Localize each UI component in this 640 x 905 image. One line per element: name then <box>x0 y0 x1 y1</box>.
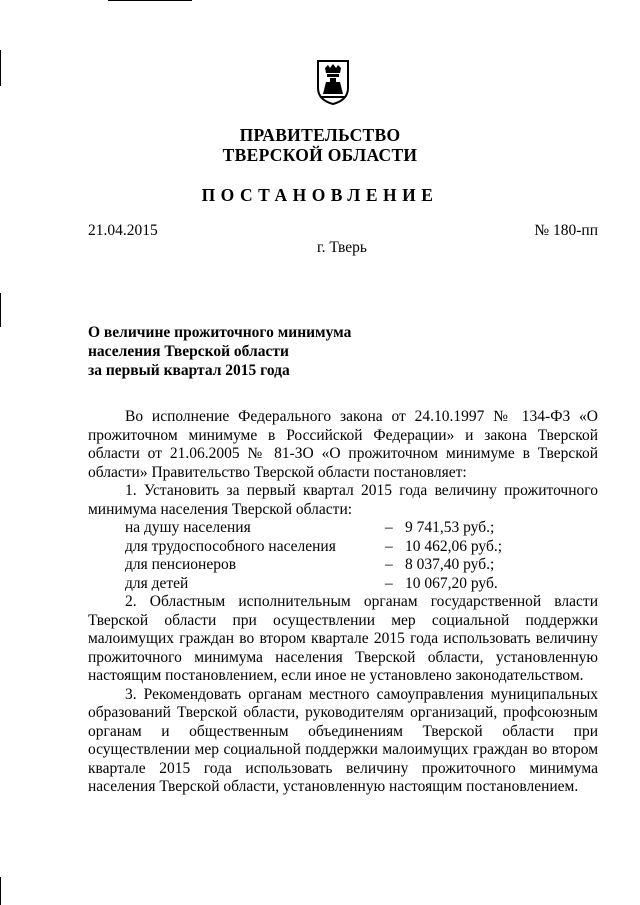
item-1-paragraph: 1. Установить за первый квартал 2015 года величину прожиточного минимума населения Тверской области: <box>88 482 598 518</box>
document-number: № 180-пп <box>534 222 598 239</box>
document-type: ПОСТАНОВЛЕНИЕ <box>201 185 439 205</box>
category-value: 10 462,06 руб.; <box>405 537 503 555</box>
government-line-1: ПРАВИТЕЛЬСТВО <box>239 125 401 145</box>
category-value: 8 037,40 руб.; <box>405 556 495 573</box>
category-value: 9 741,53 руб.; <box>405 519 495 536</box>
scan-edge-top <box>108 0 192 1</box>
category-label: для детей <box>125 574 189 592</box>
category-label: на душу населения <box>125 519 251 536</box>
scan-edge-left-2 <box>0 293 1 327</box>
government-heading <box>0 125 640 165</box>
scan-edge-left-1 <box>0 50 1 86</box>
table-row <box>88 575 502 594</box>
document-date: 21.04.2015 <box>88 222 158 239</box>
document-title <box>88 323 351 380</box>
scan-edge-left-3 <box>0 877 1 905</box>
category-label: для трудоспособного населения <box>125 537 336 555</box>
category-label: для пенсионеров <box>125 556 237 573</box>
document-city: г. Тверь <box>317 239 367 256</box>
item-3-paragraph: 3. Рекомендовать органам местного самоуправления муниципальных образований Тверской области, руководителям организаций, профсоюзным органам и общественным объединениям Тверской области при осуществлении мер социальной поддержки малоимущих граждан во втором квартале 2015 года использовать величину прожиточного минимума населения Тверской области, установленную настоящим постановлением. <box>88 685 598 795</box>
title-line-2: населения Тверской области <box>88 343 289 360</box>
living-minimum-table <box>88 519 502 593</box>
dash-separator: – <box>385 574 393 592</box>
dash-separator: – <box>385 537 393 555</box>
table-row <box>88 538 502 557</box>
coat-of-arms-emblem <box>315 58 351 106</box>
dash-separator: – <box>385 519 393 536</box>
table-row <box>88 556 502 575</box>
government-line-2: ТВЕРСКОЙ ОБЛАСТИ <box>222 145 418 165</box>
item-2-paragraph: 2. Областным исполнительным органам государственной власти Тверской области при осуществлении мер социальной поддержки малоимущих граждан во втором квартале 2015 года использовать величину прожиточного минимума населения Тверской области, установленную настоящим постановлением, если иное не установлено законодательством. <box>88 593 598 684</box>
table-row <box>88 519 502 538</box>
dash-separator: – <box>385 556 393 573</box>
title-line-3: за первый квартал 2015 года <box>88 362 290 379</box>
title-line-1: О величине прожиточного минимума <box>88 324 352 341</box>
document-body <box>88 408 598 797</box>
category-value: 10 067,20 руб. <box>405 574 498 592</box>
preamble-paragraph: Во исполнение Федерального закона от 24.10.1997 № 134-ФЗ «О прожиточном минимуме в Российской Федерации» и закона Тверской области от 21.06.2005 № 81-ЗО «О прожиточном минимуме в Тверской области» Правительство Тверской области постановляет: <box>88 408 598 481</box>
